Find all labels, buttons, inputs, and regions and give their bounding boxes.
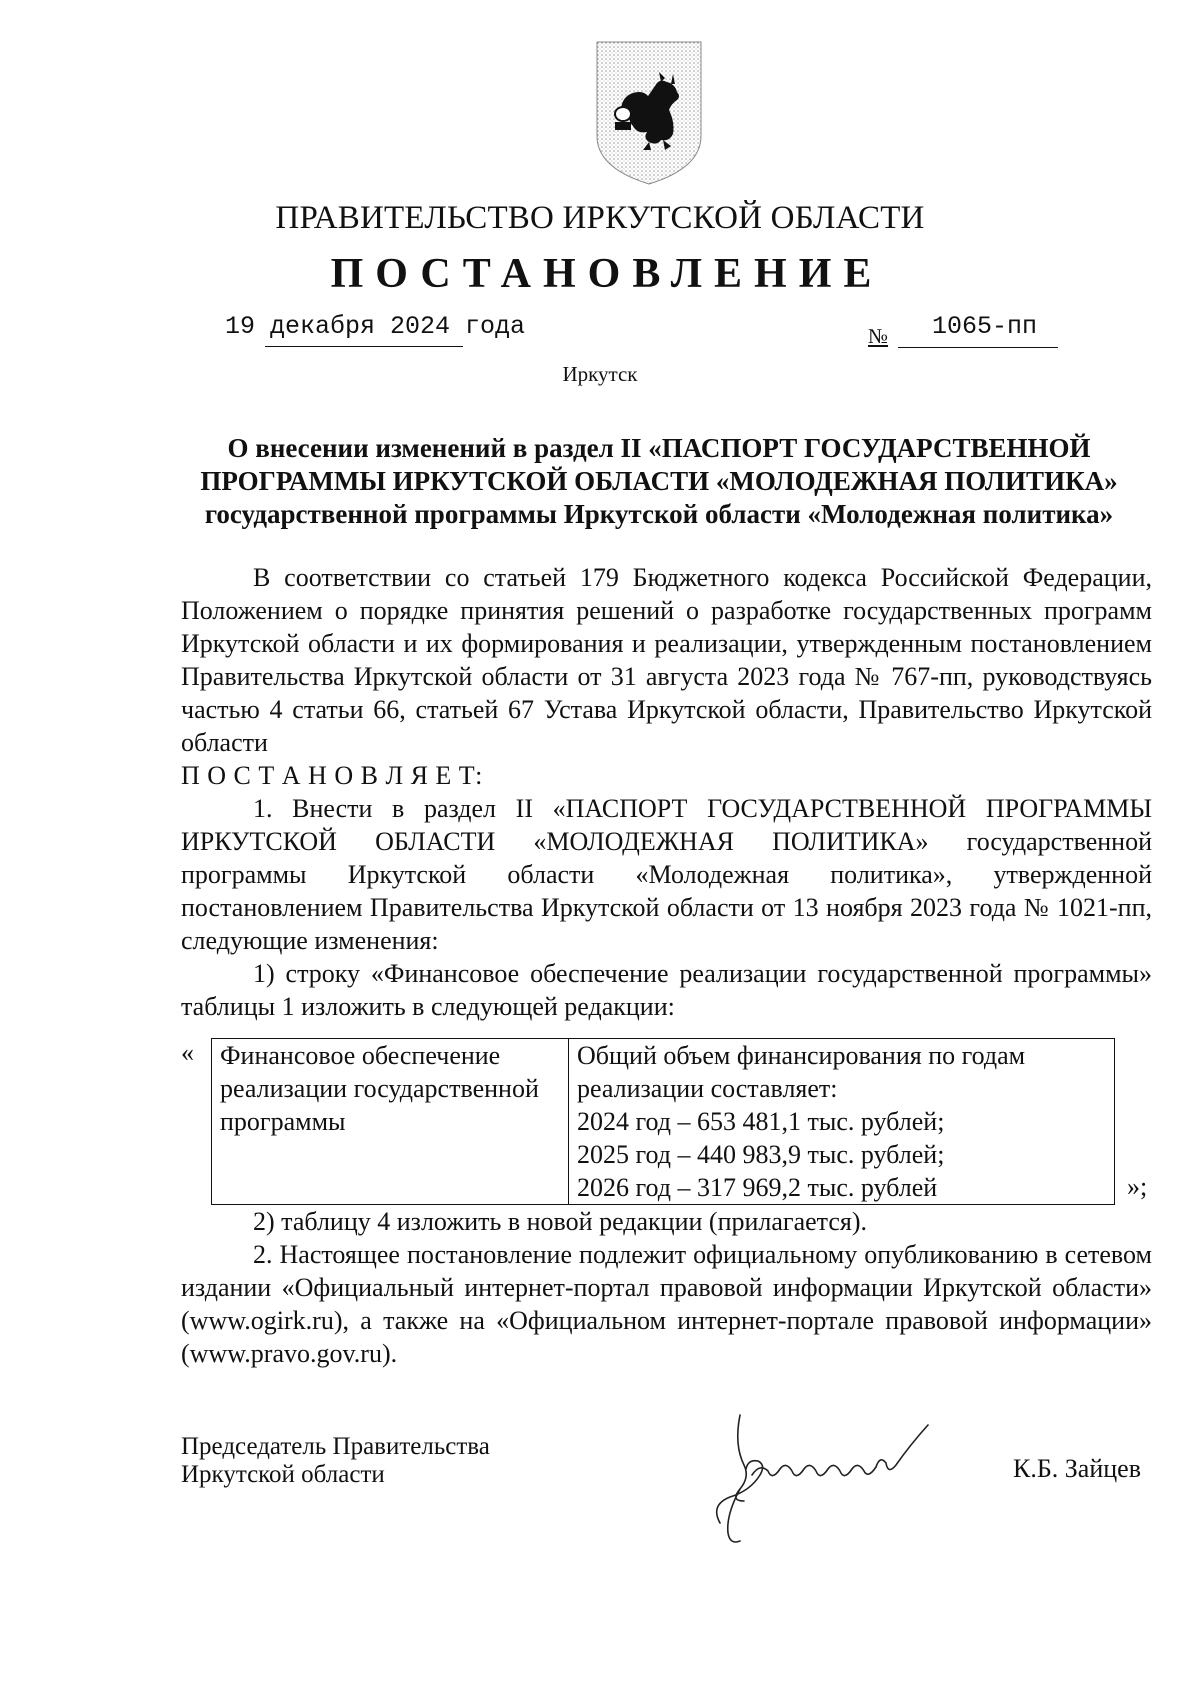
number-underline: [898, 347, 1058, 348]
quote-close: »;: [1127, 1172, 1148, 1201]
item-1-1: 1) строку «Финансовое обеспечение реализации государственной программы» таблицы 1 изложить в следующей редакции:: [181, 959, 1152, 1021]
table-cell-label: [212, 1039, 569, 1205]
document-date: 19 декабря 2024 года: [225, 312, 526, 341]
item-1: 1. Внести в раздел II «ПАСПОРТ ГОСУДАРСТВЕННОЙ ПРОГРАММЫ ИРКУТСКОЙ ОБЛАСТИ «МОЛОДЕЖНАЯ ПОЛИТИКА» государственной программы Иркутской области «Молодежная политика», утвержденной постановлением Правительства Иркутской области от 13 ноября 2023 года № 1021-пп, следующие изменения:: [181, 794, 1152, 955]
cell-value-line: 2025 год – 440 983,9 тыс. рублей;: [577, 1140, 945, 1169]
item-1-2: 2) таблицу 4 изложить в новой редакции (прилагается).: [253, 1207, 867, 1236]
resolves-heading: П О С Т А Н О В Л Я Е Т:: [181, 761, 483, 790]
table-cell-value: [569, 1039, 1115, 1205]
signer-position-line-2: Иркутской области: [181, 1461, 385, 1488]
cell-label-line: программы: [220, 1107, 346, 1136]
signer-position: [181, 1433, 490, 1489]
item-2: 2. Настоящее постановление подлежит официальному опубликованию в сетевом издании «Официальный интернет-портал правовой информации Иркутской области» (www.ogirk.ru), а также на «Официальном интернет-портале правовой информации» (www.pravo.gov.ru).: [181, 1240, 1152, 1368]
table-row: [212, 1039, 1115, 1205]
coat-of-arms-icon: [593, 38, 705, 186]
preamble: В соответствии со статьей 179 Бюджетного кодекса Российской Федерации, Положением о порядке принятия решений о разработке государственных программ Иркутской области и их формирования и реализации, утвержденным постановлением Правительства Иркутской области от 31 августа 2023 года № 767-пп, руководствуясь частью 4 статьи 66, статьей 67 Устава Иркутской области, Правительство Иркутской области: [181, 563, 1152, 757]
financing-table: [211, 1038, 1115, 1205]
quote-open: «: [181, 1038, 194, 1067]
signer-position-line-1: Председатель Правительства: [181, 1433, 490, 1460]
title-line-2: ПРОГРАММЫ ИРКУТСКОЙ ОБЛАСТИ «МОЛОДЕЖНАЯ ПОЛИТИКА»: [200, 466, 1118, 496]
date-underline: [265, 346, 463, 347]
cell-value-line: реализации составляет:: [577, 1074, 838, 1103]
handwritten-signature-icon: [700, 1405, 960, 1555]
cell-value-line: Общий объем финансирования по годам: [577, 1041, 1026, 1070]
document-title: [175, 432, 1143, 531]
cell-value-line: 2024 год – 653 481,1 тыс. рублей;: [577, 1107, 945, 1136]
number-sign: №: [868, 324, 889, 348]
document-type: ПОСТАНОВЛЕНИЕ: [330, 251, 884, 297]
city: Иркутск: [562, 362, 638, 386]
cell-label-line: реализации государственной: [220, 1074, 539, 1103]
document-number: 1065-пп: [932, 312, 1038, 341]
cell-label-line: Финансовое обеспечение: [220, 1041, 501, 1070]
document-body: [181, 561, 1152, 1023]
title-line-1: О внесении изменений в раздел II «ПАСПОРТ ГОСУДАРСТВЕННОЙ: [227, 433, 1091, 463]
signer-name: К.Б. Зайцев: [1013, 1454, 1141, 1483]
document-body-continued: [181, 1205, 1152, 1370]
government-name: ПРАВИТЕЛЬСТВО ИРКУТСКОЙ ОБЛАСТИ: [275, 200, 925, 236]
title-line-3: государственной программы Иркутской области «Молодежная политика»: [204, 499, 1114, 529]
cell-value-line: 2026 год – 317 969,2 тыс. рублей: [577, 1173, 938, 1202]
